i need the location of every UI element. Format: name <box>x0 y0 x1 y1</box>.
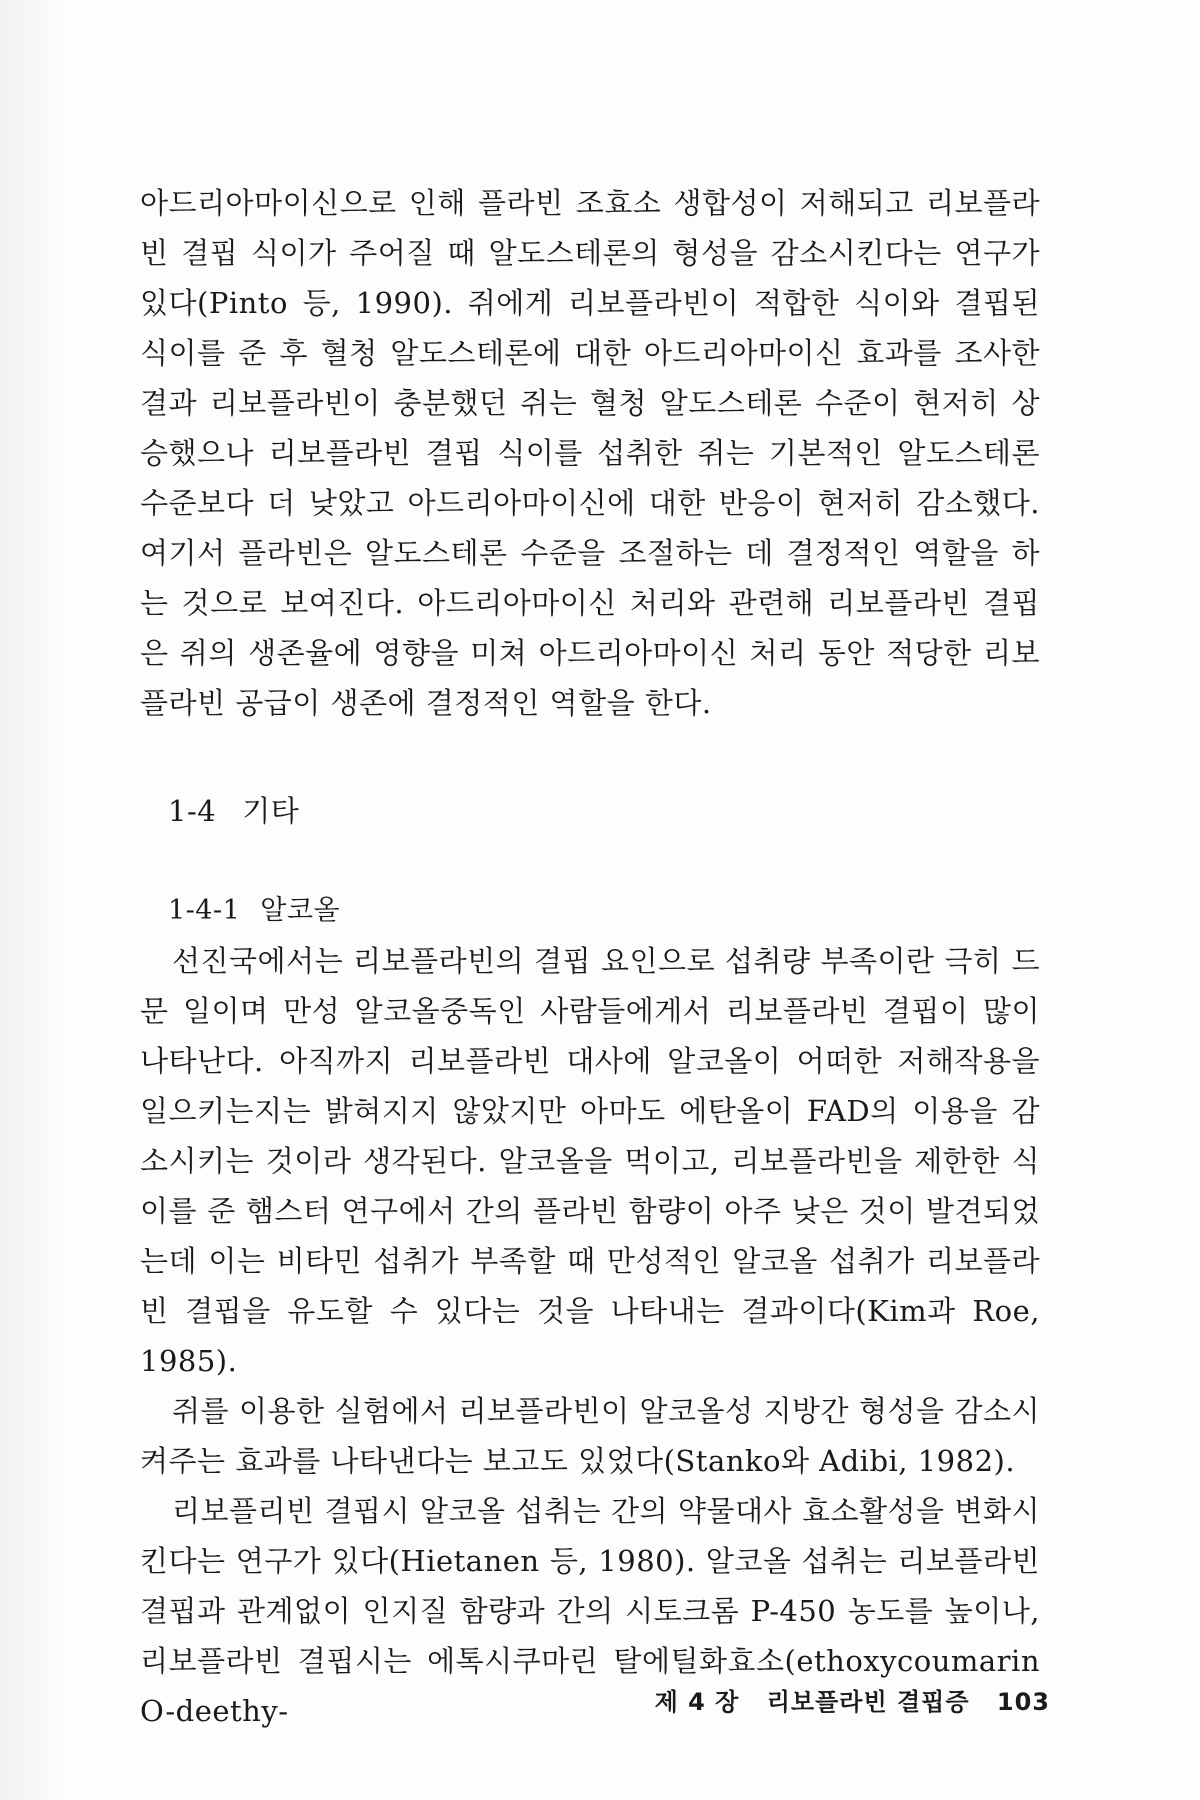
paragraph-2: 선진국에서는 리보플라빈의 결핍 요인으로 섭취량 부족이란 극히 드문 일이며 만성 알코올중독인 사람들에게서 리보플라빈 결핍이 많이 나타난다. 아직까지 리보플라빈 대사에 알코올이 어떠한 저해작용을 일으키는지는 밝혀지지 않았지만 아마도 에탄올이 FAD의 이용을 감소시키는 것이라 생각된다. 알코올을 먹이고, 리보플라빈을 제한한 식이를 준 햄스터 연구에서 간의 플라빈 함량이 아주 낮은 것이 발견되었는데 이는 비타민 섭취가 부족할 때 만성적인 알코올 섭취가 리보플라빈 결핍을 유도할 수 있다는 것을 나타내는 결과이다(Kim과 Roe, 1985). <box>140 944 1040 1378</box>
paragraph-4: 리보플리빈 결핍시 알코올 섭취는 간의 약물대사 효소활성을 변화시킨다는 연구가 있다(Hietanen 등, 1980). 알코올 섭취는 리보플라빈 결핍과 관계없이 인지질 함량과 간의 시토크롬 P-450 농도를 높이나, 리보플라빈 결핍시는 에톡시쿠마린 탈에틸화효소(ethoxycoumarin O-deethy- <box>140 1494 1040 1728</box>
paragraph-1: 아드리아마이신으로 인해 플라빈 조효소 생합성이 저해되고 리보플라빈 결핍 식이가 주어질 때 알도스테론의 형성을 감소시킨다는 연구가 있다(Pinto 등, 1990). 쥐에게 리보플라빈이 적합한 식이와 결핍된 식이를 준 후 혈청 알도스테론에 대한 아드리아마이신 효과를 조사한 결과 리보플라빈이 충분했던 쥐는 혈청 알도스테론 수준이 현저히 상승했으나 리보플라빈 결핍 식이를 섭취한 쥐는 기본적인 알도스테론 수준보다 더 낮았고 아드리아마이신에 대한 반응이 현저히 감소했다. 여기서 플라빈은 알도스테론 수준을 조절하는 데 결정적인 역할을 하는 것으로 보여진다. 아드리아마이신 처리와 관련해 리보플라빈 결핍은 쥐의 생존율에 영향을 미쳐 아드리아마이신 처리 동안 적당한 리보플라빈 공급이 생존에 결정적인 역할을 한다. <box>140 186 1040 720</box>
section-heading <box>168 786 1040 836</box>
section-number: 1-4 <box>168 794 217 828</box>
paragraph-3: 쥐를 이용한 실험에서 리보플라빈이 알코올성 지방간 형성을 감소시켜주는 효과를 나타낸다는 보고도 있었다(Stanko와 Adibi, 1982). <box>140 1394 1040 1478</box>
subsection-title: 알코올 <box>260 895 341 926</box>
subsection-heading <box>168 886 1040 936</box>
body-text <box>140 178 1040 1736</box>
subsection-number: 1-4-1 <box>168 895 241 926</box>
page-edge-shadow <box>0 0 70 1800</box>
footer-chapter: 제 4 장 <box>654 1688 740 1716</box>
section-title: 기타 <box>242 794 300 828</box>
page-footer <box>655 1682 1050 1717</box>
page-number: 103 <box>996 1688 1050 1716</box>
footer-chapter-title: 리보플라빈 결핍증 <box>766 1688 970 1716</box>
